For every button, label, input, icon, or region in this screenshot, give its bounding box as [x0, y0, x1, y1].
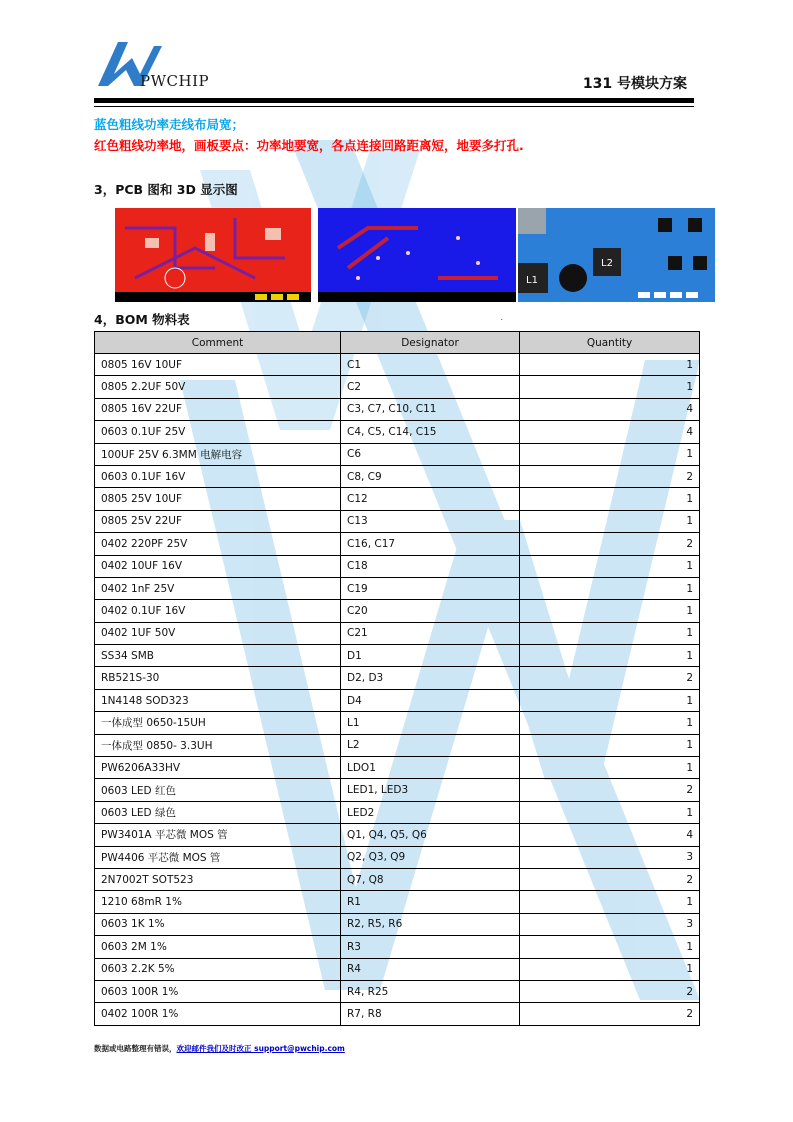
- table-row: [95, 577, 700, 599]
- footer: [94, 1043, 345, 1054]
- cell-quantity: 1: [520, 443, 700, 465]
- cell-comment: 0402 1UF 50V: [95, 622, 341, 644]
- cell-designator: L2: [341, 734, 520, 756]
- cell-comment: 0603 2.2K 5%: [95, 958, 341, 980]
- cell-designator: Q7, Q8: [341, 868, 520, 890]
- cell-comment: 一体成型 0650-15UH: [95, 712, 341, 734]
- cell-comment: 0603 2M 1%: [95, 936, 341, 958]
- cell-quantity: 1: [520, 376, 700, 398]
- cell-quantity: 1: [520, 577, 700, 599]
- cell-designator: C12: [341, 488, 520, 510]
- cell-comment: 0402 10UF 16V: [95, 555, 341, 577]
- cell-comment: 0603 1K 1%: [95, 913, 341, 935]
- cell-designator: R7, R8: [341, 1003, 520, 1025]
- col-header-comment: Comment: [95, 332, 341, 354]
- cell-designator: LDO1: [341, 757, 520, 779]
- cell-designator: C21: [341, 622, 520, 644]
- cell-quantity: 2: [520, 1003, 700, 1025]
- table-row: [95, 443, 700, 465]
- cell-designator: C19: [341, 577, 520, 599]
- pcb-top-layer-image: [115, 208, 311, 302]
- table-row: [95, 622, 700, 644]
- col-header-quantity: Quantity: [520, 332, 700, 354]
- table-row: [95, 555, 700, 577]
- cell-comment: 0805 16V 22UF: [95, 398, 341, 420]
- cell-quantity: 1: [520, 600, 700, 622]
- table-row: [95, 533, 700, 555]
- table-row: [95, 488, 700, 510]
- header-rule-thin: [94, 106, 694, 107]
- cell-comment: 0402 0.1UF 16V: [95, 600, 341, 622]
- cell-comment: 100UF 25V 6.3MM 电解电容: [95, 443, 341, 465]
- cell-quantity: 4: [520, 398, 700, 420]
- table-row: [95, 757, 700, 779]
- pcb-bottom-layer-image: [318, 208, 516, 302]
- cell-comment: 0603 LED 红色: [95, 779, 341, 801]
- cell-quantity: 2: [520, 980, 700, 1002]
- table-row: [95, 689, 700, 711]
- table-row: [95, 645, 700, 667]
- cell-quantity: 1: [520, 645, 700, 667]
- cell-quantity: 2: [520, 533, 700, 555]
- table-row: [95, 354, 700, 376]
- note-blue: 蓝色粗线功率走线布局宽；: [94, 117, 245, 132]
- cell-designator: C3, C7, C10, C11: [341, 398, 520, 420]
- cell-comment: 0805 2.2UF 50V: [95, 376, 341, 398]
- table-row: [95, 712, 700, 734]
- table-row: [95, 846, 700, 868]
- cell-comment: 1210 68mR 1%: [95, 891, 341, 913]
- cell-designator: R4, R25: [341, 980, 520, 1002]
- cell-designator: L1: [341, 712, 520, 734]
- col-header-designator: Designator: [341, 332, 520, 354]
- cell-quantity: 2: [520, 465, 700, 487]
- table-row: [95, 891, 700, 913]
- cell-comment: 一体成型 0850- 3.3UH: [95, 734, 341, 756]
- cell-quantity: 1: [520, 734, 700, 756]
- table-row: [95, 801, 700, 823]
- table-row: [95, 465, 700, 487]
- table-row: [95, 600, 700, 622]
- table-row: [95, 913, 700, 935]
- cell-comment: PW4406 平芯微 MOS 管: [95, 846, 341, 868]
- cell-quantity: 1: [520, 510, 700, 532]
- cell-comment: 0805 25V 22UF: [95, 510, 341, 532]
- table-row: [95, 421, 700, 443]
- cell-designator: C13: [341, 510, 520, 532]
- table-row: [95, 376, 700, 398]
- cell-quantity: 4: [520, 421, 700, 443]
- cell-designator: D2, D3: [341, 667, 520, 689]
- svg-text:L1: L1: [526, 275, 538, 286]
- cell-quantity: 1: [520, 936, 700, 958]
- header-title: 131 号模块方案: [582, 76, 687, 92]
- cell-designator: C6: [341, 443, 520, 465]
- cell-quantity: 1: [520, 622, 700, 644]
- cell-comment: 0805 16V 10UF: [95, 354, 341, 376]
- cell-quantity: 1: [520, 757, 700, 779]
- cell-designator: D4: [341, 689, 520, 711]
- cell-quantity: 1: [520, 712, 700, 734]
- cell-comment: 0603 LED 绿色: [95, 801, 341, 823]
- svg-text:L2: L2: [601, 258, 613, 269]
- table-row: [95, 824, 700, 846]
- table-row: [95, 510, 700, 532]
- cell-comment: RB521S-30: [95, 667, 341, 689]
- cell-designator: LED1, LED3: [341, 779, 520, 801]
- cell-comment: 0603 0.1UF 25V: [95, 421, 341, 443]
- table-row: [95, 779, 700, 801]
- cell-quantity: 1: [520, 891, 700, 913]
- cell-designator: R4: [341, 958, 520, 980]
- cell-designator: R1: [341, 891, 520, 913]
- logo-text: PWCHIP: [140, 72, 210, 90]
- stray-dot: .: [500, 313, 503, 322]
- cell-designator: C16, C17: [341, 533, 520, 555]
- cell-quantity: 4: [520, 824, 700, 846]
- table-row: [95, 868, 700, 890]
- cell-quantity: 1: [520, 689, 700, 711]
- cell-designator: D1: [341, 645, 520, 667]
- cell-comment: 2N7002T SOT523: [95, 868, 341, 890]
- bom-header-row: [95, 332, 700, 354]
- cell-quantity: 2: [520, 868, 700, 890]
- cell-designator: R3: [341, 936, 520, 958]
- cell-quantity: 1: [520, 958, 700, 980]
- table-row: [95, 958, 700, 980]
- cell-designator: Q1, Q4, Q5, Q6: [341, 824, 520, 846]
- table-row: [95, 667, 700, 689]
- table-row: [95, 936, 700, 958]
- cell-quantity: 3: [520, 913, 700, 935]
- cell-quantity: 2: [520, 667, 700, 689]
- pcb-section-title: 3，PCB 图和 3D 显示图: [94, 182, 238, 197]
- cell-quantity: 3: [520, 846, 700, 868]
- footer-email-link[interactable]: 欢迎邮件我们及时改正 support@pwchip.com: [176, 1044, 345, 1053]
- bom-table: [94, 331, 700, 1026]
- cell-comment: 0402 100R 1%: [95, 1003, 341, 1025]
- cell-quantity: 1: [520, 354, 700, 376]
- table-row: [95, 734, 700, 756]
- cell-designator: Q2, Q3, Q9: [341, 846, 520, 868]
- cell-designator: C2: [341, 376, 520, 398]
- cell-comment: 0603 100R 1%: [95, 980, 341, 1002]
- cell-designator: C1: [341, 354, 520, 376]
- table-row: [95, 398, 700, 420]
- cell-designator: C4, C5, C14, C15: [341, 421, 520, 443]
- cell-comment: 0402 1nF 25V: [95, 577, 341, 599]
- table-row: [95, 1003, 700, 1025]
- cell-comment: PW6206A33HV: [95, 757, 341, 779]
- table-row: [95, 980, 700, 1002]
- cell-designator: R2, R5, R6: [341, 913, 520, 935]
- cell-designator: C8, C9: [341, 465, 520, 487]
- header-rule-thick: [94, 98, 694, 103]
- cell-quantity: 1: [520, 555, 700, 577]
- bom-section-title: 4，BOM 物料表: [94, 312, 190, 327]
- cell-comment: 0805 25V 10UF: [95, 488, 341, 510]
- cell-comment: 0402 220PF 25V: [95, 533, 341, 555]
- cell-quantity: 2: [520, 779, 700, 801]
- cell-comment: SS34 SMB: [95, 645, 341, 667]
- cell-designator: LED2: [341, 801, 520, 823]
- note-red: 红色粗线功率地，画板要点：功率地要宽，各点连接回路距离短，地要多打孔.: [94, 138, 524, 153]
- cell-quantity: 1: [520, 801, 700, 823]
- pcb-3d-render-image: [518, 208, 715, 302]
- footer-text: 数据或电路整理有错误，: [94, 1044, 177, 1053]
- cell-designator: C18: [341, 555, 520, 577]
- cell-comment: 0603 0.1UF 16V: [95, 465, 341, 487]
- cell-designator: C20: [341, 600, 520, 622]
- cell-quantity: 1: [520, 488, 700, 510]
- cell-comment: 1N4148 SOD323: [95, 689, 341, 711]
- cell-comment: PW3401A 平芯微 MOS 管: [95, 824, 341, 846]
